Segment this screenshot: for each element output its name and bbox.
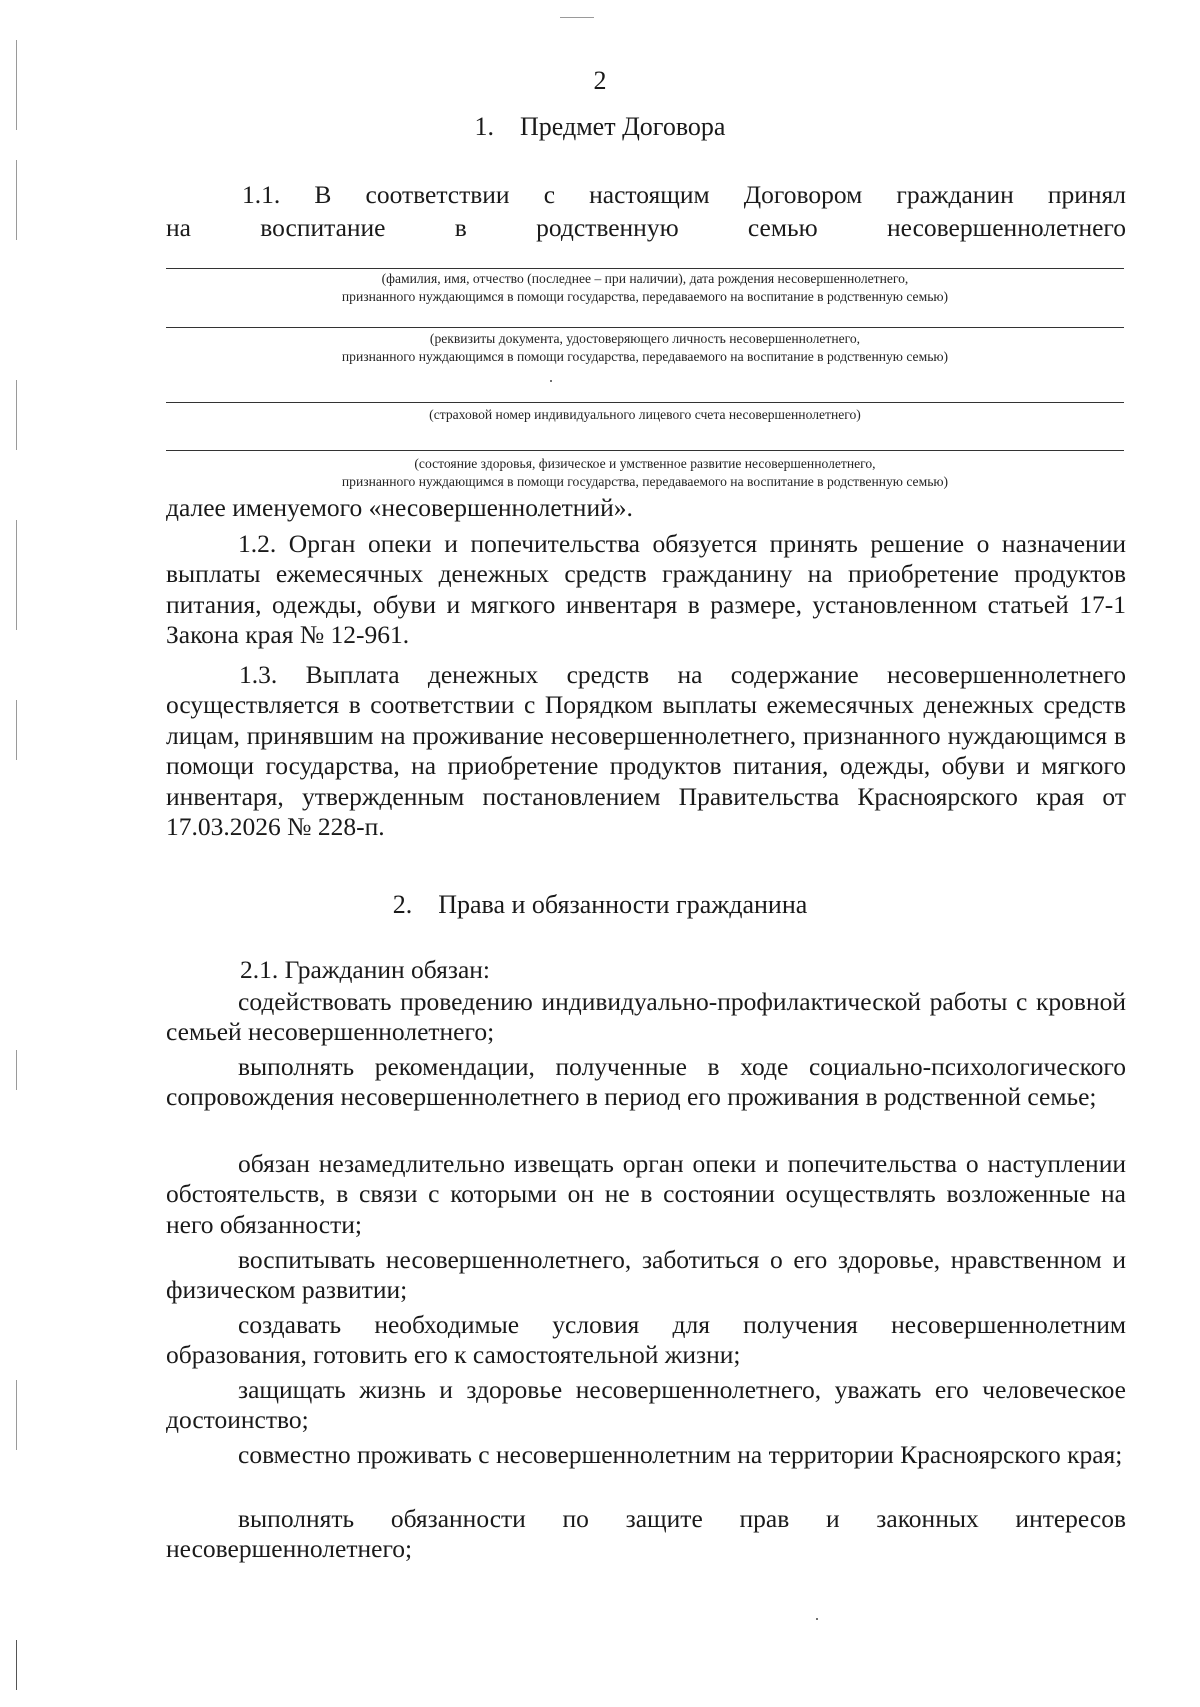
paragraph-1-3: 1.3. Выплата денежных средств на содержание несовершеннолетнего осуществляется в соответствии с Порядком выплаты ежемесячных денежных средств лицам, принявшим на проживание несовершеннолетнего, признанного нуждающимся в помощи государства, на приобретение продуктов питания, одежды, обуви и мягкого инвентаря, утвержденным постановлением Правительства Красноярского края от 17.03.2026 № 228-п. — [166, 660, 1126, 842]
scan-edge-mark — [16, 1640, 17, 1690]
section-2-title: Права и обязанности гражданина — [438, 890, 808, 919]
obligation-item: совместно проживать с несовершеннолетним на территории Красноярского края; — [238, 1440, 1123, 1469]
obligation-item: выполнять рекомендации, полученные в ходе социально-психологического сопровождения несовершеннолетнего в период его проживания в родственной семье; — [166, 1052, 1126, 1112]
scan-edge-mark — [16, 1380, 17, 1450]
paragraph-1-1-line-2: на воспитание в родственную семью несовершеннолетнего — [166, 213, 1126, 242]
obligation-item: обязан незамедлительно извещать орган опеки и попечительства о наступлении обстоятельств, в связи с которыми он не в состоянии осуществлять возложенные на него обязанности; — [166, 1149, 1126, 1239]
fill-in-line-child-name — [166, 268, 1124, 269]
paragraph-1-2: 1.2. Орган опеки и попечительства обязуется принять решение о назначении выплаты ежемесячных денежных средств гражданину на приобретение продуктов питания, одежды, обуви и мягкого инвентаря в размере, установленном статьей 17-1 Закона края № 12-961. — [166, 529, 1126, 650]
caption-snils: (страховой номер индивидуального лицевого счета несовершеннолетнего) — [429, 407, 861, 422]
scan-speck — [550, 380, 552, 382]
page-number: 2 — [593, 66, 607, 95]
scan-edge-mark — [16, 700, 17, 760]
paragraph-1-1-line-1: 1.1. В соответствии с настоящим Договором гражданин принял — [242, 180, 1126, 209]
scan-speck — [816, 1618, 818, 1620]
fill-in-line-health — [166, 450, 1124, 451]
caption-id-document-line-2: признанного нуждающимся в помощи государства, передаваемого на воспитание в родственную семью) — [341, 349, 949, 364]
scan-edge-mark — [16, 1050, 17, 1090]
obligation-item: содействовать проведению индивидуально-профилактической работы с кровной семьей несовершеннолетнего; — [166, 987, 1126, 1047]
obligation-item: воспитывать несовершеннолетнего, заботиться о его здоровье, нравственном и физическом развитии; — [166, 1245, 1126, 1305]
scan-top-mark — [560, 17, 594, 18]
scan-edge-mark — [16, 520, 17, 630]
section-1-heading — [0, 112, 1200, 142]
obligation-item: защищать жизнь и здоровье несовершеннолетнего, уважать его человеческое достоинство; — [166, 1375, 1126, 1435]
scan-edge-mark — [16, 160, 17, 240]
caption-child-name-line-1: (фамилия, имя, отчество (последнее – при наличии), дата рождения несовершеннолетнего, — [381, 271, 909, 286]
fill-in-line-id-document — [166, 327, 1124, 328]
section-2-number: 2. — [392, 890, 413, 919]
caption-id-document-line-1: (реквизиты документа, удостоверяющего личность несовершеннолетнего, — [429, 331, 861, 346]
paragraph-2-1: 2.1. Гражданин обязан: — [240, 955, 490, 984]
caption-child-name-line-2: признанного нуждающимся в помощи государства, передаваемого на воспитание в родственную семью) — [341, 289, 949, 304]
fill-in-line-snils — [166, 402, 1124, 403]
obligation-item: создавать необходимые условия для получения несовершеннолетним образования, готовить его к самостоятельной жизни; — [166, 1310, 1126, 1370]
caption-health-line-2: признанного нуждающимся в помощи государства, передаваемого на воспитание в родственную семью) — [341, 474, 949, 489]
section-1-number: 1. — [474, 112, 495, 141]
section-1-title: Предмет Договора — [520, 112, 726, 141]
caption-health-line-1: (состояние здоровья, физическое и умственное развитие несовершеннолетнего, — [414, 456, 876, 471]
paragraph-1-1-end: далее именуемого «несовершеннолетний». — [166, 493, 633, 522]
section-2-heading — [0, 890, 1200, 920]
obligation-item: выполнять обязанности по защите прав и законных интересов несовершеннолетнего; — [166, 1504, 1126, 1564]
scan-edge-mark — [16, 380, 17, 450]
